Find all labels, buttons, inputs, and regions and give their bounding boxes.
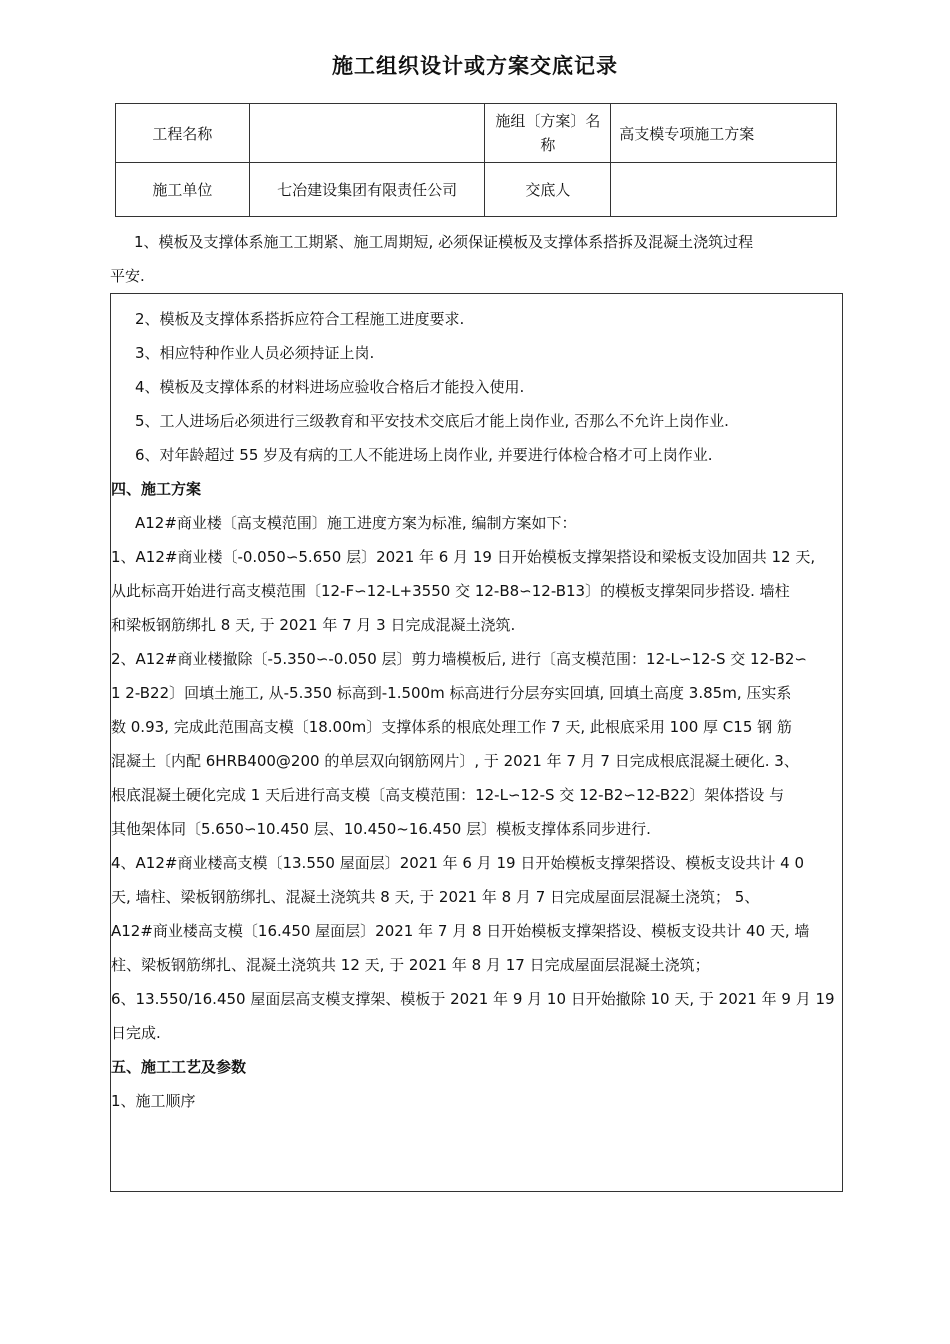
plan-line: 天, 墙柱、梁板钢筋绑扎、混凝土浇筑共 8 天, 于 2021 年 8 月 7 日完成屋面层混凝土浇筑； 5、 [111,888,760,906]
plan-line: 2、A12#商业楼撤除〔-5.350∽-0.050 层〕剪力墙模板后, 进行〔高支模范围：12-L∽12-S 交 12-B2∽ [111,650,807,668]
requirement-item: 4、模板及支撑体系的材料进场应验收合格后才能投入使用. [135,378,525,396]
plan-line: A12#商业楼高支模〔16.450 屋面层〕2021 年 7 月 8 日开始模板支撑架搭设、模板支设共计 40 天, 墙 [111,922,810,940]
project-name-value [249,104,485,163]
plan-line: 根底混凝土硬化完成 1 天后进行高支模〔高支模范围：12-L∽12-S 交 12-B2∽12-B22〕架体搭设 与 [111,786,785,804]
info-row-project [116,104,837,163]
requirement-item: 2、模板及支撑体系搭拆应符合工程施工进度要求. [135,310,465,328]
plan-line: 日完成. [111,1024,161,1042]
info-table [115,103,837,217]
document-title: 施工组织设计或方案交底记录 [332,54,618,78]
contractor-value: 七冶建设集团有限责任公司 [249,163,485,217]
plan-name-value: 高支模专项施工方案 [611,104,837,163]
project-name-label: 工程名称 [116,104,250,163]
requirement-item: 3、相应特种作业人员必须持证上岗. [135,344,375,362]
plan-line: 混凝土〔内配 6HRB400@200 的单层双向钢筋网片〕, 于 2021 年 7 月 7 日完成根底混凝土硬化. 3、 [111,752,799,770]
section5-line: 1、施工顺序 [111,1092,196,1110]
intro-paragraph [110,225,845,293]
plan-line: 其他架体同〔5.650∽10.450 层、10.450~16.450 层〕模板支撑体系同步进行. [111,820,651,838]
plan-line: 1 2-B22〕回填土施工, 从-5.350 标高到-1.500m 标高进行分层夯实回填, 回填土高度 3.85m, 压实系 [111,684,792,702]
requirement-item: 5、工人进场后必须进行三级教育和平安技术交底后才能上岗作业, 否那么不允许上岗作业. [135,412,729,430]
content-box [110,293,843,1192]
plan-name-label: 施组〔方案〕名称 [485,104,611,163]
presenter-label: 交底人 [485,163,611,217]
requirement-item: 6、对年龄超过 55 岁及有病的工人不能进场上岗作业, 并要进行体检合格才可上岗作业. [135,446,713,464]
section4-intro: A12#商业楼〔高支模范围〕施工进度方案为标准, 编制方案如下： [135,514,577,532]
info-row-contractor [116,163,837,217]
plan-line: 柱、梁板钢筋绑扎、混凝土浇筑共 12 天, 于 2021 年 8 月 17 日完成屋面层混凝土浇筑； [111,956,710,974]
plan-line: 1、A12#商业楼〔-0.050∽5.650 层〕2021 年 6 月 19 日开始模板支撑架搭设和梁板支设加固共 12 天, [111,548,816,566]
section5-heading: 五、施工工艺及参数 [111,1058,247,1076]
contractor-label: 施工单位 [116,163,250,217]
section4-heading: 四、施工方案 [111,480,202,498]
plan-line: 和梁板钢筋绑扎 8 天, 于 2021 年 7 月 3 日完成混凝土浇筑. [111,616,516,634]
plan-line: 4、A12#商业楼高支模〔13.550 屋面层〕2021 年 6 月 19 日开始模板支撑架搭设、模板支设共计 4 0 [111,854,804,872]
presenter-value [611,163,837,217]
intro-line: 平安. [110,267,145,285]
plan-line: 数 0.93, 完成此范围高支模〔18.00m〕支撑体系的根底处理工作 7 天, 此根底采用 100 厚 C15 钢 筋 [111,718,792,736]
plan-line: 从此标高开始进行高支模范围〔12-F∽12-L+3550 交 12-B8∽12-B13〕的模板支撑架同步搭设. 墙柱 [111,582,790,600]
plan-line: 6、13.550/16.450 屋面层高支模支撑架、模板于 2021 年 9 月 10 日开始撤除 10 天, 于 2021 年 9 月 19 [111,990,835,1008]
intro-line: 1、模板及支撑体系施工工期紧、施工周期短, 必须保证模板及支撑体系搭拆及混凝土浇筑过程 [134,233,754,251]
